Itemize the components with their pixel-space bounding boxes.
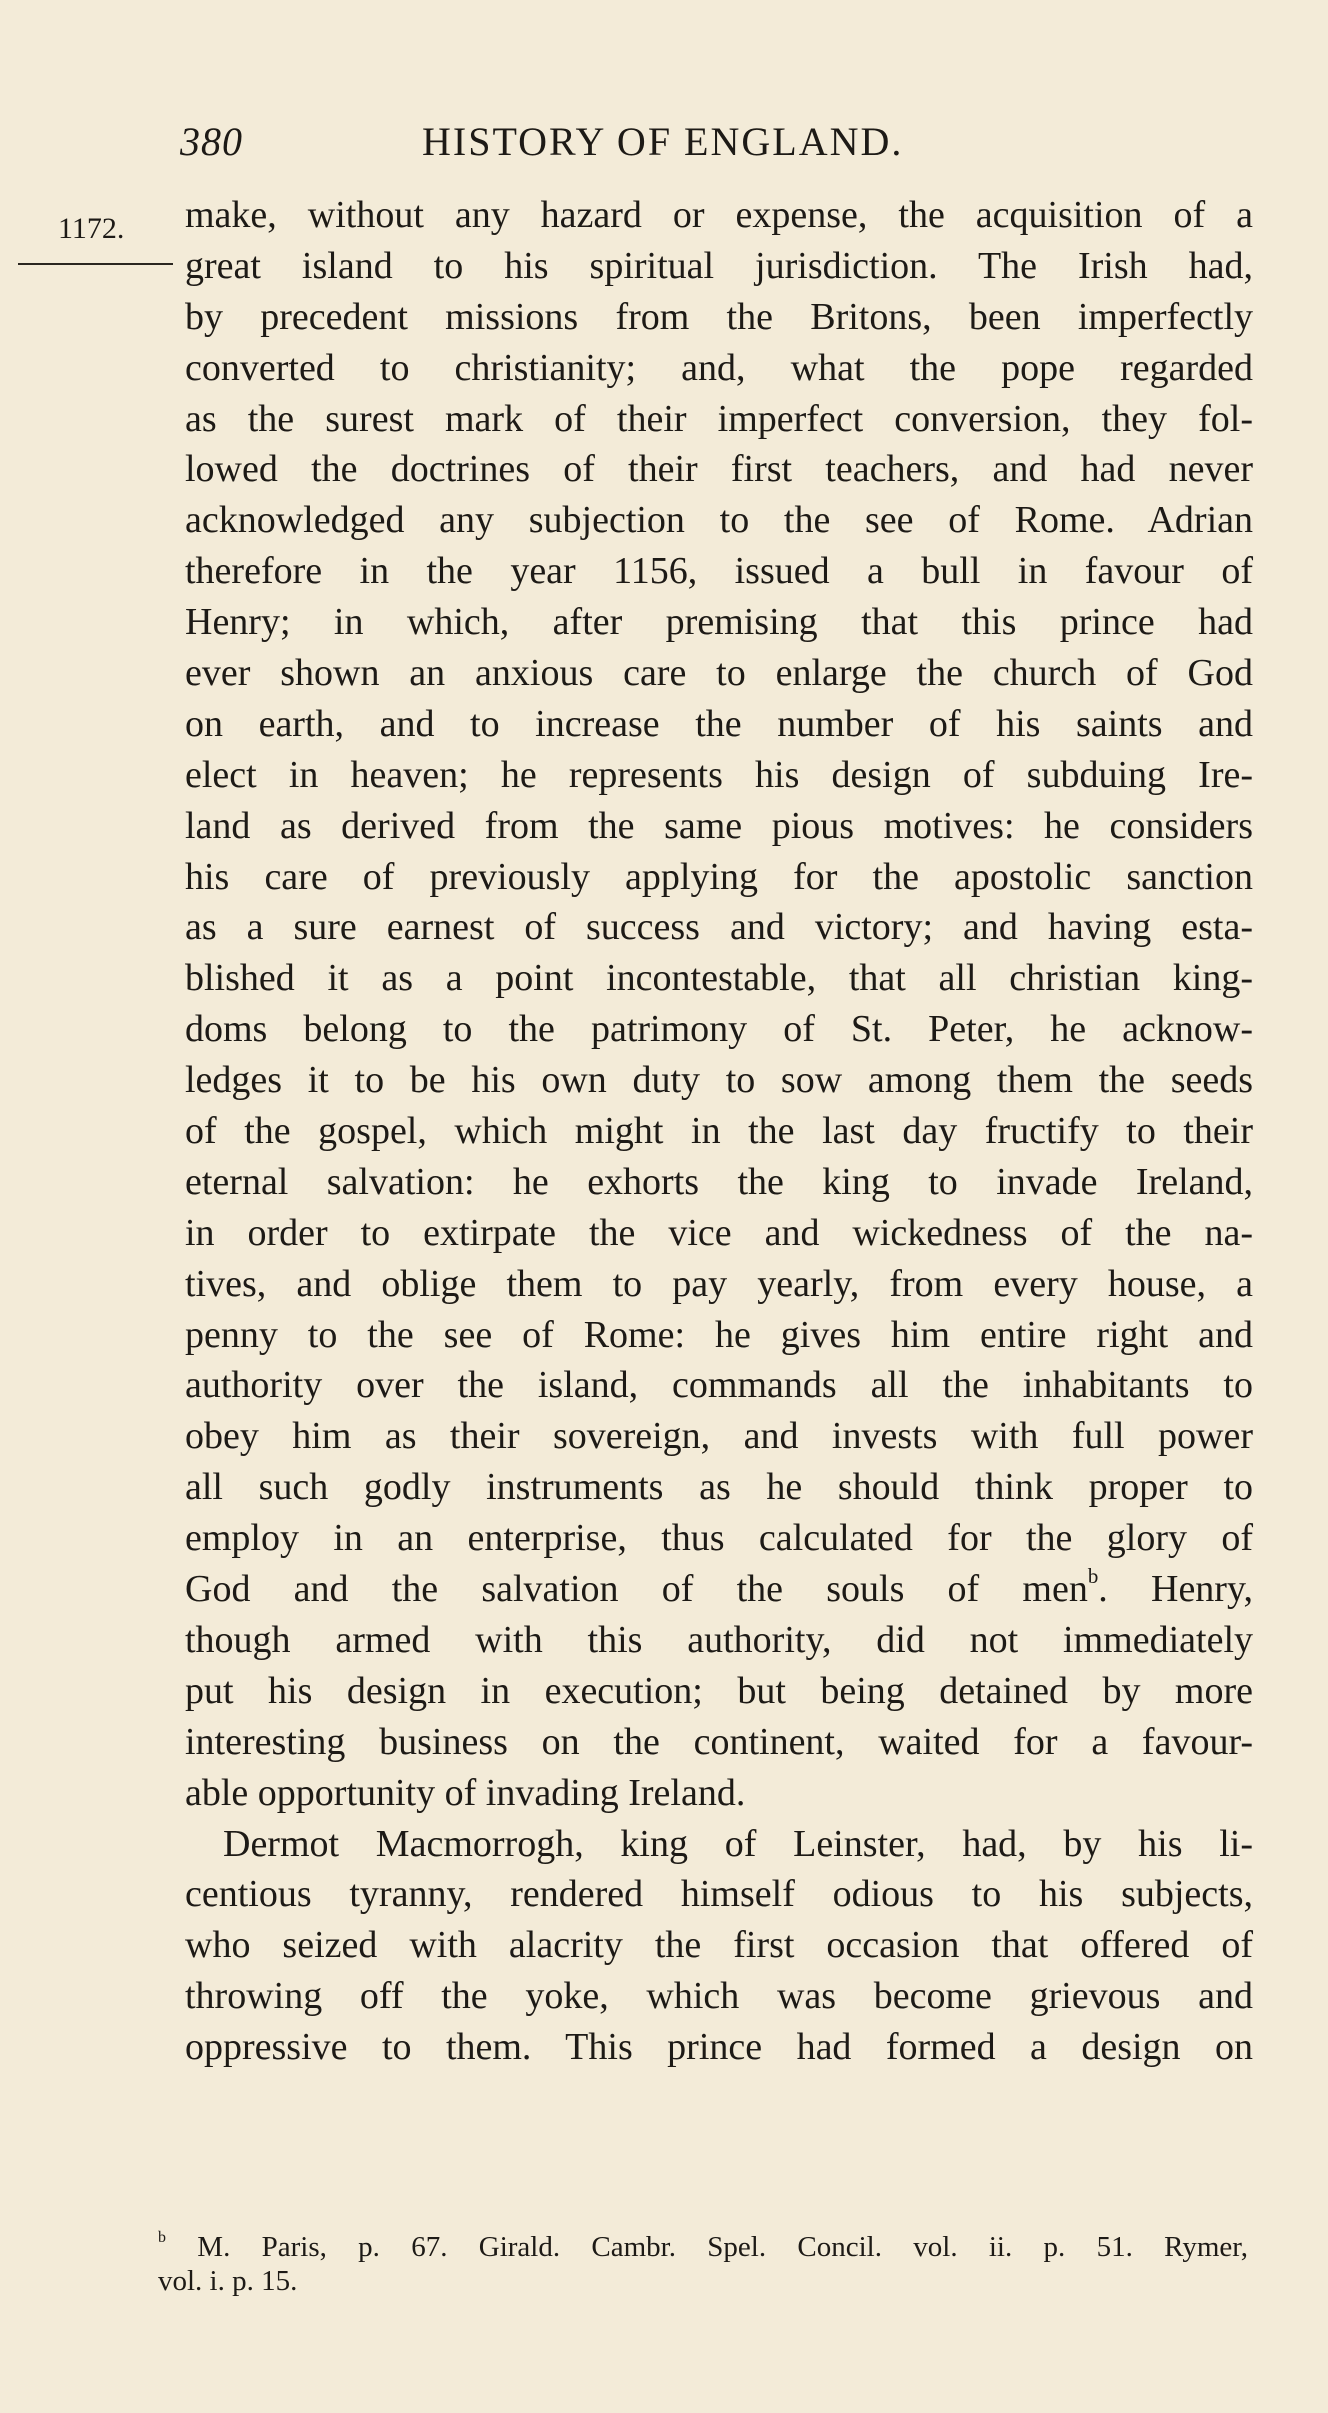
page-number: 380 — [180, 119, 243, 164]
text-line: Henry; in which, after premising that this prince had — [185, 601, 1253, 644]
text-line: therefore in the year 1156, issued a bull in favour of — [185, 550, 1253, 593]
text-line: obey him as their sovereign, and invests with full power — [185, 1415, 1253, 1458]
footnote-line — [158, 2230, 1248, 2264]
line-text: God and the salvation of the souls of men — [185, 1568, 1088, 1611]
text-line: as the surest mark of their imperfect conversion, they fol- — [185, 397, 1253, 440]
margin-rule — [18, 263, 173, 265]
text-line: throwing off the yoke, which was become grievous and — [185, 1975, 1253, 2018]
text-line: blished it as a point incontestable, that all christian king- — [185, 957, 1253, 1000]
text-line: though armed with this authority, did not immediately — [185, 1618, 1253, 1661]
line-text: . Henry, — [1098, 1568, 1253, 1611]
text-line: doms belong to the patrimony of St. Peter, he acknow- — [185, 1008, 1253, 1051]
text-line: able opportunity of invading Ireland. — [185, 1771, 746, 1814]
text-line: on earth, and to increase the number of his saints and — [185, 702, 1253, 745]
footnote — [158, 2230, 1248, 2298]
text-line: converted to christianity; and, what the pope regarded — [185, 346, 1253, 389]
footnote-text: M. Paris, p. 67. Girald. Cambr. Spel. Concil. vol. ii. p. 51. Rymer, — [197, 2231, 1249, 2263]
footnote-mark: b — [158, 2229, 166, 2247]
text-line: eternal salvation: he exhorts the king to invade Ireland, — [185, 1160, 1253, 1203]
text-line: authority over the island, commands all the inhabitants to — [185, 1364, 1253, 1407]
text-line: who seized with alacrity the first occasion that offered of — [185, 1924, 1253, 1967]
running-title: HISTORY OF ENGLAND. — [422, 119, 904, 164]
text-line: oppressive to them. This prince had formed a design on — [185, 2026, 1253, 2069]
text-line: make, without any hazard or expense, the acquisition of a — [185, 194, 1253, 236]
text-line: ledges it to be his own duty to sow among them the seeds — [185, 1059, 1253, 1102]
text-line: put his design in execution; but being detained by more — [185, 1669, 1253, 1712]
text-line: elect in heaven; he represents his design of subduing Ire- — [185, 753, 1253, 796]
text-line: acknowledged any subjection to the see of Rome. Adrian — [185, 499, 1253, 542]
text-line: tives, and oblige them to pay yearly, from every house, a — [185, 1262, 1253, 1305]
text-line-with-footnote — [185, 1564, 1253, 1615]
body-text — [185, 190, 1253, 2073]
text-line: centious tyranny, rendered himself odious to his subjects, — [185, 1873, 1253, 1916]
running-head — [180, 118, 1250, 168]
text-line: by precedent missions from the Britons, been imperfectly — [185, 295, 1253, 338]
text-line: ever shown an anxious care to enlarge the church of God — [185, 652, 1253, 695]
text-line: land as derived from the same pious motives: he considers — [185, 804, 1253, 847]
text-line: of the gospel, which might in the last day fructify to their — [185, 1110, 1253, 1153]
text-line: in order to extirpate the vice and wickedness of the na- — [185, 1211, 1253, 1254]
text-line: employ in an enterprise, thus calculated for the glory of — [185, 1517, 1253, 1560]
footnote-line: vol. i. p. 15. — [158, 2265, 298, 2297]
text-line: Dermot Macmorrogh, king of Leinster, had, by his li- — [223, 1822, 1253, 1865]
text-line: penny to the see of Rome: he gives him entire right and — [185, 1313, 1253, 1356]
margin-year: 1172. — [58, 212, 125, 245]
text-line: interesting business on the continent, waited for a favour- — [185, 1720, 1253, 1763]
text-line: his care of previously applying for the apostolic sanction — [185, 855, 1253, 898]
text-line: as a sure earnest of success and victory; and having esta- — [185, 906, 1253, 949]
text-line: great island to his spiritual jurisdiction. The Irish had, — [185, 244, 1253, 287]
text-line: lowed the doctrines of their first teachers, and had never — [185, 448, 1253, 491]
footnote-reference: b — [1087, 1564, 1099, 1589]
text-line: all such godly instruments as he should think proper to — [185, 1466, 1253, 1509]
